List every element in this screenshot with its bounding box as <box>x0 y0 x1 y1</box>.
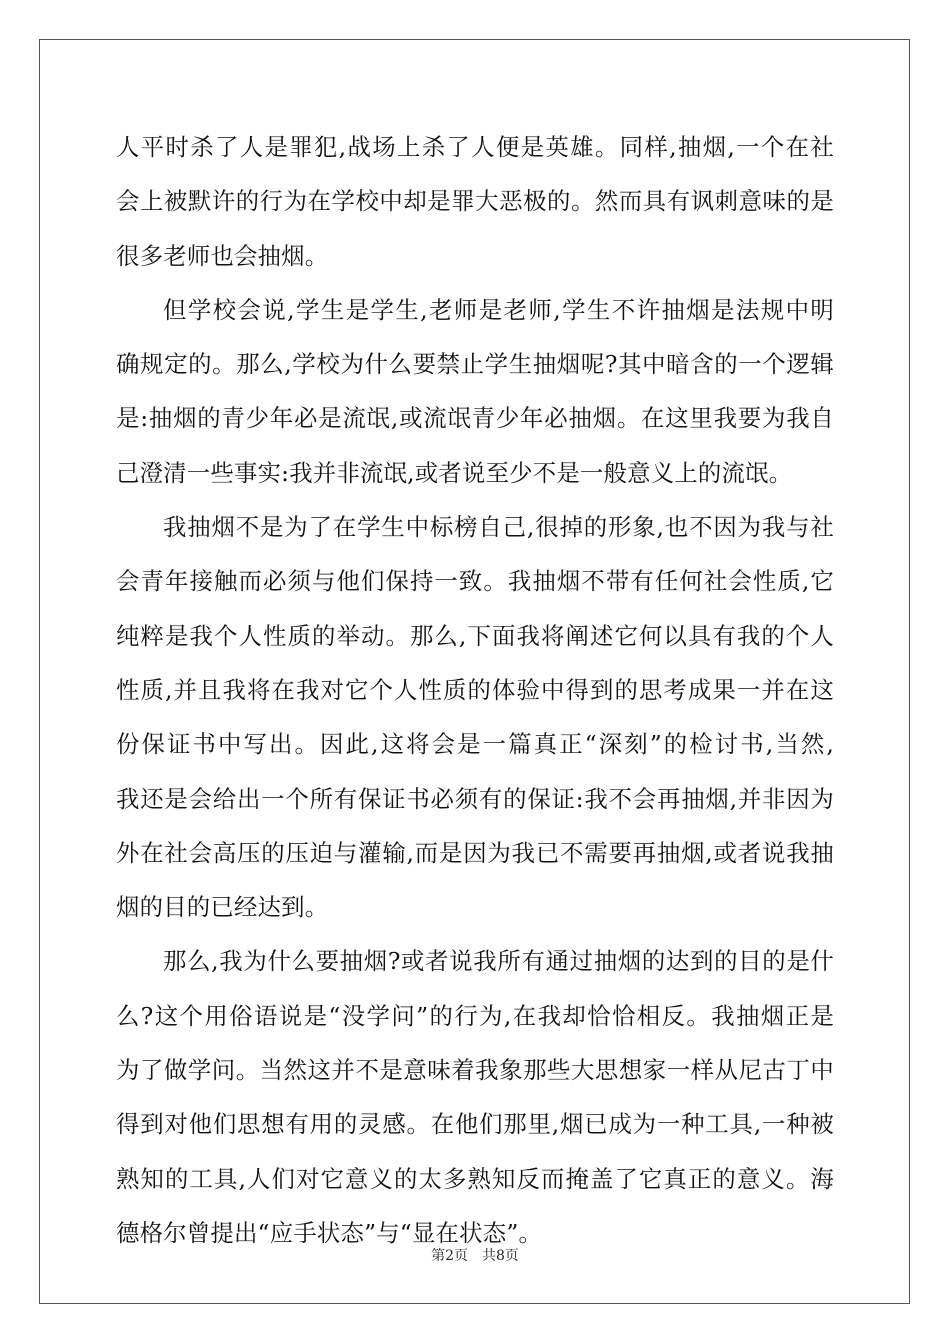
text-line: 人平时杀了人是罪犯,战场上杀了人便是英雄。同样,抽烟,一个在社 <box>116 133 834 161</box>
page-footer <box>0 1245 950 1265</box>
text-line: 确规定的。那么,学校为什么要禁止学生抽烟呢?其中暗含的一个逻辑 <box>116 350 834 379</box>
text-line: 我还是会给出一个所有保证书必须有的保证:我不会再抽烟,并非因为 <box>116 784 834 813</box>
page-number: 第2页 <box>431 1248 468 1264</box>
text-line: 纯粹是我个人性质的举动。那么,下面我将阐述它何以具有我的个人 <box>116 621 834 650</box>
text-line: 么?这个用俗语说是“没学问”的行为,在我却恰恰相反。我抽烟正是 <box>116 1001 834 1030</box>
document-body <box>116 120 834 1260</box>
text-line: 很多老师也会抽烟。 <box>116 241 329 270</box>
text-line: 份保证书中写出。因此,这将会是一篇真正“深刻”的检讨书,当然, <box>116 730 834 759</box>
text-line: 但学校会说,学生是学生,老师是老师,学生不许抽烟是法规中明 <box>163 295 834 324</box>
text-line: 那么,我为什么要抽烟?或者说我所有通过抽烟的达到的目的是什 <box>163 947 834 976</box>
text-line: 会青年接触而必须与他们保持一致。我抽烟不带有任何社会性质,它 <box>116 567 834 596</box>
text-line: 我抽烟不是为了在学生中标榜自己,很掉的形象,也不因为我与社 <box>163 513 834 542</box>
text-line: 是:抽烟的青少年必是流氓,或流氓青少年必抽烟。在这里我要为我自 <box>116 404 834 433</box>
text-line: 己澄清一些事实:我并非流氓,或者说至少不是一般意义上的流氓。 <box>116 458 793 487</box>
text-line: 德格尔曾提出“应手状态”与“显在状态”。 <box>116 1218 543 1247</box>
text-line: 为了做学问。当然这并不是意味着我象那些大思想家一样从尼古丁中 <box>116 1056 834 1085</box>
page-total: 共8页 <box>482 1248 519 1264</box>
text-line: 性质,并且我将在我对它个人性质的体验中得到的思考成果一并在这 <box>116 675 834 704</box>
text-line: 烟的目的已经达到。 <box>116 893 329 922</box>
text-line: 得到对他们思想有用的灵感。在他们那里,烟已成为一种工具,一种被 <box>116 1110 834 1139</box>
text-line: 熟知的工具,人们对它意义的太多熟知反而掩盖了它真正的意义。海 <box>116 1164 834 1193</box>
text-line: 会上被默许的行为在学校中却是罪大恶极的。然而具有讽刺意味的是 <box>116 187 834 216</box>
text-line: 外在社会高压的压迫与灌输,而是因为我已不需要再抽烟,或者说我抽 <box>116 838 834 867</box>
